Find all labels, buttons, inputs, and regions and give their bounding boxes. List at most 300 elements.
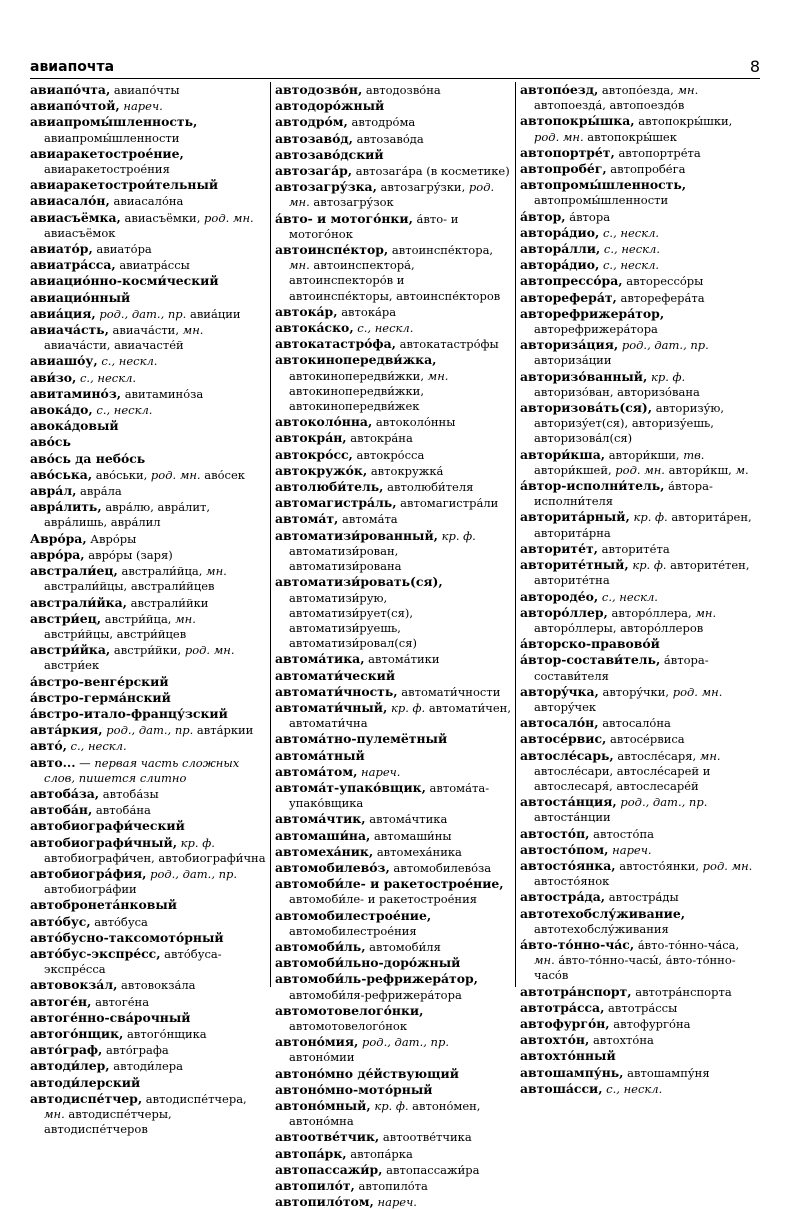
dictionary-entry bbox=[30, 210, 266, 241]
entry-forms: автоно́мии bbox=[289, 1050, 355, 1065]
grammar-label: мн. bbox=[691, 605, 717, 620]
grammar-label: кр. ф. bbox=[437, 528, 476, 543]
grammar-label: род. мн. bbox=[699, 858, 753, 873]
grammar-label: кр. ф. bbox=[370, 1099, 409, 1113]
entry-forms: а́вто- и мотого́нок bbox=[289, 211, 459, 241]
dictionary-entry bbox=[30, 177, 266, 193]
headword: автома́т, bbox=[275, 511, 339, 527]
headword: авиаракетострои́тельный bbox=[30, 177, 219, 193]
dictionary-entry bbox=[30, 531, 266, 547]
headword: автопрессо́ра, bbox=[520, 273, 623, 289]
dictionary-entry bbox=[30, 595, 266, 611]
headword: автокинопередви́жка, bbox=[275, 352, 437, 368]
entry-forms: авторо́ллеры, авторо́ллеров bbox=[534, 620, 704, 635]
entry-forms: автома́та-упако́вщика bbox=[289, 780, 490, 811]
entry-forms: авиасъёмок bbox=[44, 225, 116, 240]
headword: Авро́ра, bbox=[30, 530, 87, 546]
entry-forms: аво́сек bbox=[200, 467, 245, 482]
entry-forms: австри́йки, bbox=[110, 643, 182, 658]
headword: автомоби́ль, bbox=[275, 938, 366, 954]
headword: а́вторско-правово́й bbox=[520, 636, 660, 652]
grammar-label: тв. bbox=[679, 447, 705, 462]
grammar-label: кр. ф. bbox=[387, 700, 426, 715]
dictionary-entry bbox=[520, 605, 756, 636]
dictionary-entry bbox=[30, 1091, 266, 1138]
headword: австрали́йка, bbox=[30, 594, 127, 610]
dictionary-entry bbox=[275, 163, 511, 179]
headword: автоба́н, bbox=[30, 802, 93, 818]
dictionary-entry bbox=[520, 826, 756, 842]
headword: автокро́сс, bbox=[275, 446, 353, 462]
dictionary-entry bbox=[520, 715, 756, 731]
headword: автотра́сса, bbox=[520, 999, 605, 1015]
dictionary-entry bbox=[30, 1026, 266, 1042]
entry-forms: авторизу́ю, авторизу́ет(ся), авторизу́ешь, авторизова́л(ся) bbox=[534, 401, 725, 446]
headword: автомобилестрое́ние, bbox=[275, 907, 432, 923]
grammar-label: с., нескл. bbox=[599, 225, 660, 240]
grammar-label: мн. bbox=[289, 258, 310, 273]
dictionary-entry bbox=[275, 528, 511, 575]
headword: автого́нщик, bbox=[30, 1025, 124, 1041]
column-2 bbox=[270, 82, 515, 1210]
headword: а́втор-исполни́тель, bbox=[520, 478, 665, 494]
headword: автошампу́нь, bbox=[520, 1064, 624, 1080]
headword: автодро́м, bbox=[275, 114, 348, 130]
entry-forms: автопромы́шленности bbox=[534, 193, 669, 208]
entry-forms: автозаво́да bbox=[352, 131, 424, 146]
dictionary-entry bbox=[520, 636, 756, 652]
grammar-label: с., нескл. bbox=[602, 1081, 663, 1096]
entry-forms: автого́нщика bbox=[123, 1026, 207, 1041]
dictionary-entry bbox=[30, 914, 266, 930]
dictionary-entry bbox=[520, 177, 756, 208]
entry-forms: а́втора-исполни́теля bbox=[534, 479, 713, 509]
dictionary-entry bbox=[275, 764, 511, 780]
headword: авторите́т, bbox=[520, 540, 598, 556]
grammar-label: род. мн. bbox=[669, 684, 723, 699]
headword: автодоро́жный bbox=[275, 98, 385, 114]
headword: а́встро-венге́рский bbox=[30, 673, 169, 689]
entry-forms: авиа́ции bbox=[186, 306, 241, 321]
entry-forms: автоколо́нны bbox=[372, 415, 456, 430]
dictionary-entry bbox=[30, 547, 266, 563]
headword: автомати́чный, bbox=[275, 699, 388, 715]
entry-forms: автотехобслу́живания bbox=[534, 921, 669, 936]
dictionary-entry bbox=[520, 652, 756, 683]
grammar-label: род. мн. bbox=[181, 643, 235, 658]
headword: автобронета́нковый bbox=[30, 897, 177, 913]
dictionary-entry bbox=[520, 748, 756, 795]
headword: автока́ско, bbox=[275, 320, 354, 336]
dictionary-entry bbox=[520, 557, 756, 588]
headword: авиато́р, bbox=[30, 241, 93, 257]
dictionary-entry bbox=[275, 1003, 511, 1034]
headword: автосле́сарь, bbox=[520, 747, 614, 763]
headword: авиача́сть, bbox=[30, 322, 109, 338]
dictionary-entry bbox=[275, 1129, 511, 1145]
headword: автосто́янка, bbox=[520, 857, 616, 873]
entry-forms: автомаши́ны bbox=[370, 828, 452, 843]
entry-forms: автопа́рка bbox=[346, 1146, 413, 1161]
headword: авторефрижера́тор, bbox=[520, 305, 665, 321]
dictionary-entry bbox=[30, 386, 266, 402]
entry-forms: авторита́рен, авторита́рна bbox=[534, 510, 752, 540]
entry-forms: авиапромы́шленности bbox=[44, 130, 180, 145]
entry-forms: авра́ла bbox=[76, 484, 122, 499]
entry-forms: автофурго́на bbox=[609, 1016, 691, 1031]
entry-forms: автотра́ссы bbox=[604, 1000, 678, 1015]
grammar-label: кр. ф. bbox=[177, 835, 215, 850]
headword: автосто́пом, bbox=[520, 841, 609, 857]
dictionary-entry bbox=[275, 668, 511, 684]
grammar-label: нареч. bbox=[373, 1195, 417, 1210]
headword: автокатастро́фа, bbox=[275, 336, 396, 352]
dictionary-entry bbox=[30, 818, 266, 834]
entry-forms: автокро́сса bbox=[352, 447, 425, 462]
dictionary-entry bbox=[275, 971, 511, 1002]
entry-forms: автостра́ды bbox=[605, 890, 679, 905]
entry-forms: автопортре́та bbox=[614, 145, 701, 160]
dictionary-entry bbox=[520, 478, 756, 509]
headword: австри́йка, bbox=[30, 642, 111, 658]
headword: автохто́н, bbox=[520, 1032, 590, 1048]
dictionary-entry bbox=[30, 755, 266, 786]
entry-forms: автопокры́шки, bbox=[634, 114, 733, 129]
headword: аво́сь bbox=[30, 434, 71, 450]
dictionary-entry bbox=[520, 306, 756, 337]
page-header bbox=[30, 52, 760, 79]
grammar-label: кр. ф. bbox=[628, 558, 667, 573]
dictionary-entry bbox=[275, 1178, 511, 1194]
grammar-label: кр. ф. bbox=[629, 510, 668, 525]
entry-forms: автосе́рвиса bbox=[606, 732, 685, 747]
headword: авта́ркия, bbox=[30, 722, 103, 738]
entry-forms: авиасало́на bbox=[109, 194, 184, 209]
headword: аво́сь да небо́сь bbox=[30, 450, 146, 466]
dictionary-entry bbox=[520, 273, 756, 289]
headword: автороде́о, bbox=[520, 588, 599, 604]
headword: автора́дио, bbox=[520, 224, 600, 240]
dictionary-entry bbox=[30, 706, 266, 722]
headword: авто́бус, bbox=[30, 913, 91, 929]
dictionary-entry bbox=[520, 684, 756, 715]
dictionary-entry bbox=[275, 780, 511, 811]
headword: авторизова́ть(ся), bbox=[520, 400, 653, 416]
headword: автоге́н, bbox=[30, 993, 92, 1009]
dictionary-entry bbox=[520, 209, 756, 225]
dictionary-entry bbox=[275, 242, 511, 304]
headword: автопробе́г, bbox=[520, 161, 607, 177]
entry-forms: автомати́чности bbox=[397, 684, 501, 699]
dictionary-entry bbox=[30, 467, 266, 483]
dictionary-entry bbox=[275, 1066, 511, 1082]
entry-forms: австрали́йцы, австрали́йцев bbox=[44, 579, 215, 594]
entry-forms: автопробе́га bbox=[606, 162, 686, 177]
dictionary-entry bbox=[520, 906, 756, 937]
grammar-label: нареч. bbox=[608, 842, 652, 857]
dictionary-entry bbox=[275, 1098, 511, 1129]
headword: автозага́р, bbox=[275, 163, 353, 179]
dictionary-entry bbox=[30, 483, 266, 499]
dictionary-entry bbox=[30, 306, 266, 322]
headword: автома́тно-пулемётный bbox=[275, 731, 448, 747]
headword: автосто́п, bbox=[520, 825, 590, 841]
dictionary-entry bbox=[520, 889, 756, 905]
entry-forms: а́вто-то́нно-часы́, а́вто-то́нно-часо́в bbox=[534, 953, 736, 983]
entry-forms: автокатастро́фы bbox=[395, 337, 499, 352]
headword: автопассажи́р, bbox=[275, 1161, 383, 1177]
dictionary-entry bbox=[520, 290, 756, 306]
dictionary-entry bbox=[30, 402, 266, 418]
headword: авторите́тный, bbox=[520, 557, 629, 573]
entry-forms: автокружка́ bbox=[367, 463, 444, 478]
dictionary-entry bbox=[30, 98, 266, 114]
dictionary-entry bbox=[30, 897, 266, 913]
headword: авиацио́нный bbox=[30, 289, 131, 305]
headword: авто́бусно-таксомото́рный bbox=[30, 929, 224, 945]
entry-forms: австри́ек bbox=[44, 658, 100, 673]
dictionary-entry bbox=[275, 748, 511, 764]
dictionary-entry bbox=[30, 1042, 266, 1058]
entry-forms: автопассажи́ра bbox=[382, 1162, 480, 1177]
headword: автоотве́тчик, bbox=[275, 1129, 380, 1145]
headword: авиасъёмка, bbox=[30, 209, 121, 225]
headword: автосало́н, bbox=[520, 715, 599, 731]
headword: автоно́мно де́йствующий bbox=[275, 1065, 459, 1081]
headword: авока́довый bbox=[30, 418, 119, 434]
entry-forms: авторефера́та bbox=[616, 290, 705, 305]
entry-forms: а́втора bbox=[565, 209, 611, 224]
entry-forms: а́втора-состави́теля bbox=[534, 653, 709, 683]
dictionary-entry bbox=[520, 858, 756, 889]
headword: автопромы́шленность, bbox=[520, 177, 687, 193]
dictionary-entry bbox=[30, 611, 266, 642]
dictionary-entry bbox=[275, 651, 511, 667]
dictionary-entry bbox=[520, 984, 756, 1000]
dictionary-entry bbox=[30, 418, 266, 434]
dictionary-entry bbox=[275, 479, 511, 495]
headword: автори́кша, bbox=[520, 446, 606, 462]
entry-forms: авториза́ции bbox=[534, 353, 612, 368]
grammar-label: мн. bbox=[44, 1107, 65, 1121]
headword: автора́дио, bbox=[520, 257, 600, 273]
dictionary-entry bbox=[275, 414, 511, 430]
entry-forms: автосле́саря, bbox=[613, 748, 697, 763]
headword: автостра́да, bbox=[520, 889, 606, 905]
dictionary-entry bbox=[520, 1016, 756, 1032]
entry-forms: австрали́йки bbox=[126, 595, 209, 610]
dictionary-entry bbox=[275, 352, 511, 414]
dictionary-entry bbox=[275, 1194, 511, 1210]
entry-forms: автоба́на bbox=[92, 803, 151, 818]
dictionary-entry bbox=[520, 1081, 756, 1097]
entry-forms: авиача́сти, авиачасте́й bbox=[44, 338, 184, 353]
entry-columns bbox=[30, 82, 760, 1210]
headword: автовокза́л, bbox=[30, 977, 118, 993]
dictionary-entry bbox=[275, 211, 511, 242]
headword: автока́р, bbox=[275, 303, 338, 319]
headword: автотехобслу́живание, bbox=[520, 905, 686, 921]
headword: автоматизи́ровать(ся), bbox=[275, 574, 443, 590]
headword: авиатра́сса, bbox=[30, 257, 116, 273]
dictionary-entry bbox=[275, 336, 511, 352]
grammar-label: с., нескл. bbox=[600, 242, 660, 257]
headword: автома́том, bbox=[275, 763, 358, 779]
headword: автоди́лер, bbox=[30, 1058, 110, 1074]
grammar-label: — первая часть сложных слов, пишется слитно bbox=[44, 755, 240, 785]
grammar-label: с., нескл. bbox=[97, 354, 158, 369]
entry-forms: автомобилестрое́ния bbox=[289, 923, 417, 938]
headword: автомати́чность, bbox=[275, 683, 398, 699]
dictionary-entry bbox=[275, 320, 511, 336]
dictionary-entry bbox=[30, 499, 266, 530]
headword: автозагру́зка, bbox=[275, 179, 377, 195]
entry-forms: автоно́мен, автоно́мна bbox=[289, 1099, 481, 1129]
grammar-label: нареч. bbox=[357, 764, 401, 779]
dictionary-entry bbox=[520, 937, 756, 984]
headword: автотра́нспорт, bbox=[520, 983, 632, 999]
entry-forms: авторо́ллера, bbox=[607, 605, 692, 620]
grammar-label: с., нескл. bbox=[76, 370, 137, 385]
grammar-label: род., дат., пр. bbox=[358, 1035, 449, 1050]
headword: автоно́мно-мото́рный bbox=[275, 1081, 433, 1097]
dictionary-entry bbox=[520, 842, 756, 858]
dictionary-entry bbox=[520, 541, 756, 557]
dictionary-entry bbox=[30, 290, 266, 306]
grammar-label: род., дат., пр. bbox=[618, 338, 709, 353]
dictionary-entry bbox=[275, 179, 511, 210]
headword: автоинспе́ктор, bbox=[275, 242, 389, 258]
headword: автомаши́на, bbox=[275, 827, 371, 843]
grammar-label: с., нескл. bbox=[92, 403, 153, 418]
headword: автобиографи́чный, bbox=[30, 834, 178, 850]
headword: автомати́ческий bbox=[275, 667, 396, 683]
entry-forms: авиатра́ссы bbox=[115, 258, 190, 273]
dictionary-entry bbox=[275, 131, 511, 147]
dictionary-entry bbox=[30, 241, 266, 257]
dictionary-entry bbox=[275, 430, 511, 446]
entry-forms: автомоби́ля bbox=[365, 939, 441, 954]
entry-forms: авторессо́ры bbox=[622, 274, 704, 289]
headword: авиапо́чта, bbox=[30, 82, 111, 97]
entry-forms: автомеха́ника bbox=[373, 844, 462, 859]
entry-forms: авторýчек bbox=[534, 699, 597, 714]
headword: автокра́н, bbox=[275, 430, 347, 446]
headword: авторизо́ванный, bbox=[520, 368, 648, 384]
dictionary-entry bbox=[275, 98, 511, 114]
grammar-label: мн. bbox=[179, 323, 204, 338]
dictionary-entry bbox=[275, 574, 511, 651]
grammar-label: мн. bbox=[202, 564, 227, 579]
headword: авиасало́н, bbox=[30, 193, 110, 209]
column-3 bbox=[515, 82, 760, 1096]
entry-forms: автодиспе́тчера, bbox=[142, 1091, 247, 1106]
dictionary-entry bbox=[30, 994, 266, 1010]
entry-forms: автоинспе́ктора, bbox=[388, 243, 494, 258]
dictionary-entry bbox=[275, 955, 511, 971]
entry-forms: автосле́сари, автосле́сарей и автослесаря́, автослесаре́й bbox=[534, 763, 711, 793]
headword: автома́чтик, bbox=[275, 811, 366, 827]
dictionary-entry bbox=[30, 977, 266, 993]
headword: аво́ська, bbox=[30, 466, 93, 482]
entry-forms: автоматизи́рую, автоматизи́рует(ся), автоматизи́руешь, автоматизи́ровал(ся) bbox=[289, 590, 417, 651]
entry-forms: аво́ськи, bbox=[92, 467, 148, 482]
entry-forms: автоди́лера bbox=[109, 1059, 183, 1074]
headword: авра́лить, bbox=[30, 499, 102, 515]
grammar-label: мн. bbox=[424, 368, 449, 383]
entry-forms: авиача́сти, bbox=[108, 323, 179, 338]
headword: автофурго́н, bbox=[520, 1015, 610, 1031]
headword: австри́ец, bbox=[30, 610, 102, 626]
grammar-label: род., дат., пр. bbox=[102, 723, 194, 738]
headword: авиапромы́шленность, bbox=[30, 114, 198, 130]
grammar-label: род. мн. bbox=[289, 180, 495, 210]
dictionary-entry bbox=[275, 1162, 511, 1178]
grammar-label: мн. bbox=[696, 748, 721, 763]
headword: автомоби́ль-рефрижера́тор, bbox=[275, 971, 478, 987]
grammar-label: с., нескл. bbox=[66, 739, 127, 754]
dictionary-entry bbox=[30, 273, 266, 289]
entry-forms: автомотовелого́нок bbox=[289, 1018, 408, 1033]
dictionary-entry bbox=[30, 434, 266, 450]
dictionary-entry bbox=[275, 860, 511, 876]
entry-forms: автошампу́ня bbox=[623, 1065, 710, 1080]
dictionary-entry bbox=[520, 794, 756, 825]
dictionary-entry bbox=[520, 509, 756, 540]
dictionary-entry bbox=[275, 495, 511, 511]
dictionary-entry bbox=[30, 1058, 266, 1074]
entry-forms: автозага́ра (в косметике) bbox=[352, 164, 510, 179]
entry-forms: авро́ры (заря) bbox=[84, 547, 173, 562]
entry-forms: авто́буса bbox=[90, 914, 148, 929]
entry-forms: автолюби́теля bbox=[383, 480, 474, 495]
dictionary-entry bbox=[275, 876, 511, 907]
headword: авиапо́чтой, bbox=[30, 98, 120, 114]
headword: авторита́рный, bbox=[520, 509, 630, 525]
dictionary-entry bbox=[30, 642, 266, 673]
entry-forms: авиаракетострое́ния bbox=[44, 162, 170, 177]
dictionary-entry bbox=[30, 674, 266, 690]
entry-forms: автомагистра́ли bbox=[396, 496, 499, 511]
headword: автомагистра́ль, bbox=[275, 495, 397, 511]
dictionary-entry bbox=[520, 400, 756, 447]
entry-forms: авиато́ра bbox=[92, 242, 152, 257]
headword: автопило́том, bbox=[275, 1194, 374, 1210]
grammar-label: род. мн. bbox=[534, 129, 584, 144]
dictionary-entry bbox=[275, 463, 511, 479]
dictionary-entry bbox=[30, 866, 266, 897]
entry-forms: автозагру́зки, bbox=[376, 180, 466, 195]
dictionary-entry bbox=[30, 451, 266, 467]
headword: автомоби́льно-доро́жный bbox=[275, 955, 461, 971]
headword: автомеха́ник, bbox=[275, 843, 374, 859]
dictionary-entry bbox=[30, 946, 266, 977]
entry-forms: автомоби́ля-рефрижера́тора bbox=[289, 987, 462, 1002]
dictionary-entry bbox=[275, 700, 511, 731]
headword: автопортре́т, bbox=[520, 144, 615, 160]
entry-forms: автома́чтика bbox=[365, 812, 448, 827]
entry-forms: автокра́на bbox=[346, 431, 413, 446]
headword: а́встро-герма́нский bbox=[30, 689, 171, 705]
entry-forms: автопокры́шек bbox=[583, 129, 677, 144]
dictionary-entry bbox=[30, 1075, 266, 1091]
dictionary-entry bbox=[520, 1032, 756, 1048]
entry-forms: автопило́та bbox=[354, 1179, 428, 1194]
headword: авто́, bbox=[30, 738, 67, 754]
dictionary-entry bbox=[30, 690, 266, 706]
headword: автозаво́дский bbox=[275, 146, 384, 162]
headword: авока́до, bbox=[30, 402, 93, 418]
